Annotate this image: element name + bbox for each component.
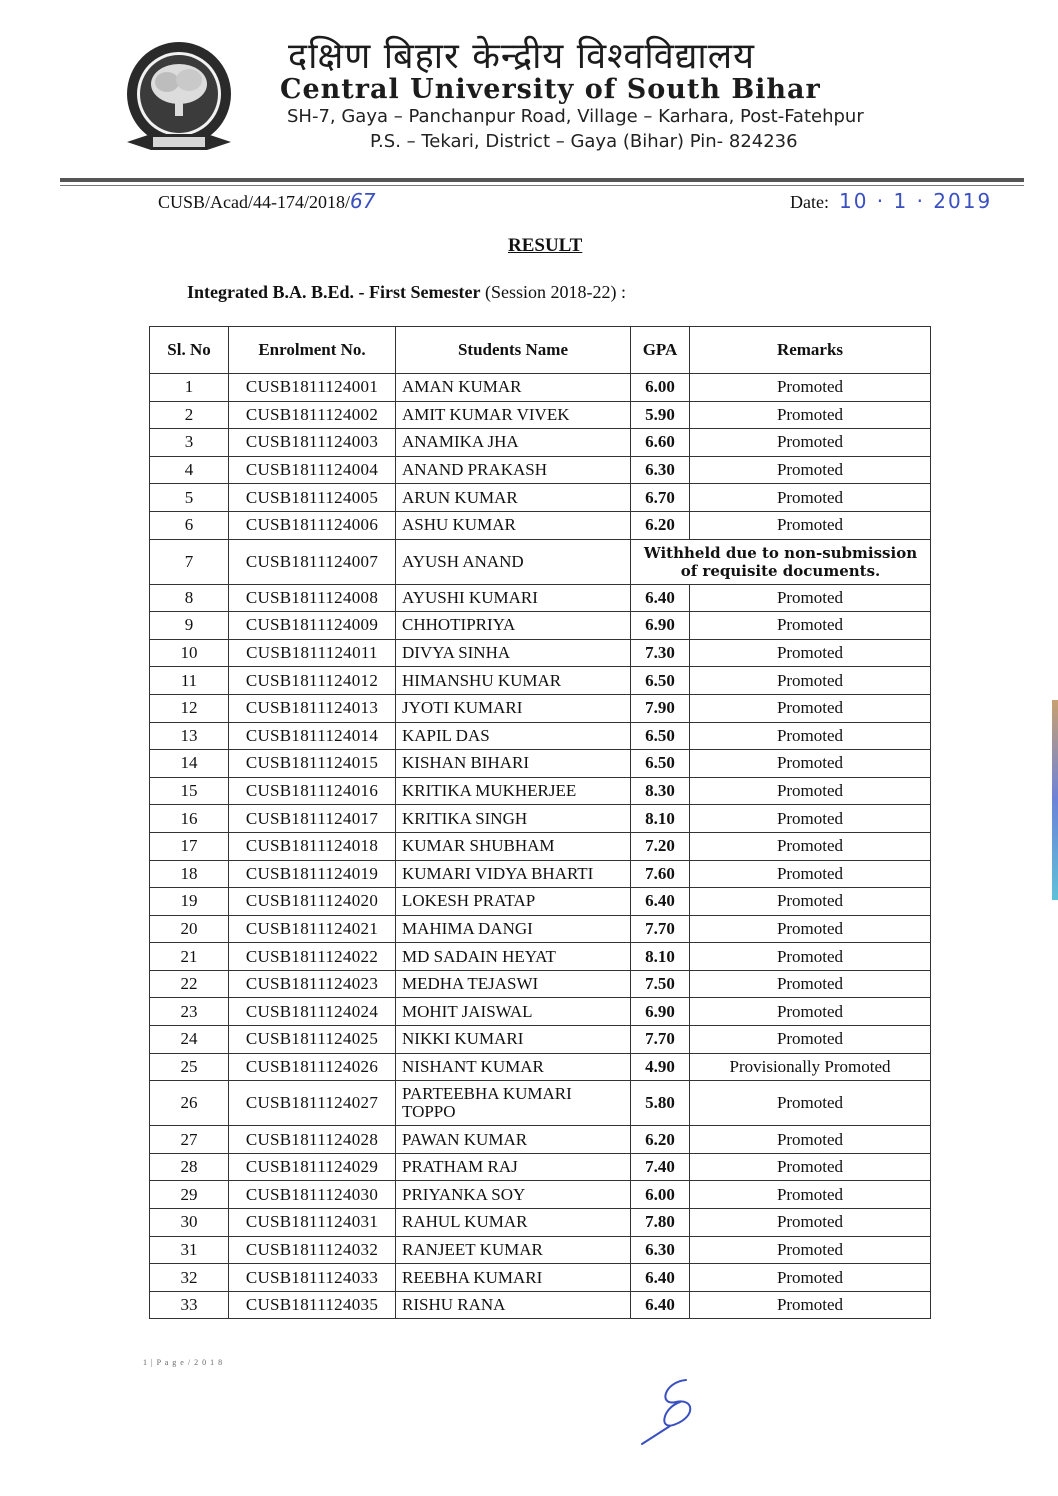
- cell-sl-no: 32: [150, 1264, 229, 1292]
- table-row: [150, 888, 931, 916]
- table-row: [150, 429, 931, 457]
- table-row: [150, 915, 931, 943]
- cell-sl-no: 18: [150, 860, 229, 888]
- cell-remarks: Promoted: [690, 1153, 931, 1181]
- table-row: [150, 1081, 931, 1126]
- cell-gpa: 6.40: [631, 1264, 690, 1292]
- table-row: [150, 1236, 931, 1264]
- cell-student-name: MAHIMA DANGI: [396, 915, 631, 943]
- table-row: [150, 750, 931, 778]
- cell-student-name: PRATHAM RAJ: [396, 1153, 631, 1181]
- cell-enrolment: CUSB1811124026: [229, 1053, 396, 1081]
- cell-remarks: Promoted: [690, 484, 931, 512]
- table-row: [150, 1181, 931, 1209]
- cell-enrolment: CUSB1811124011: [229, 639, 396, 667]
- cell-enrolment: CUSB1811124013: [229, 694, 396, 722]
- cell-sl-no: 17: [150, 832, 229, 860]
- reference-number: [158, 189, 375, 213]
- cell-remarks: Promoted: [690, 777, 931, 805]
- cell-enrolment: CUSB1811124008: [229, 584, 396, 612]
- cell-remarks: Promoted: [690, 612, 931, 640]
- cell-gpa: 5.80: [631, 1081, 690, 1126]
- course-heading: [187, 282, 626, 303]
- cell-student-name: AMIT KUMAR VIVEK: [396, 401, 631, 429]
- cell-sl-no: 31: [150, 1236, 229, 1264]
- cell-sl-no: 25: [150, 1053, 229, 1081]
- cell-gpa: 6.90: [631, 998, 690, 1026]
- cell-gpa: 7.90: [631, 694, 690, 722]
- cell-enrolment: CUSB1811124012: [229, 667, 396, 695]
- table-row: [150, 832, 931, 860]
- cell-sl-no: 5: [150, 484, 229, 512]
- cell-gpa: 8.30: [631, 777, 690, 805]
- cell-remarks: Promoted: [690, 722, 931, 750]
- result-table: [149, 326, 931, 1319]
- cell-enrolment: CUSB1811124004: [229, 456, 396, 484]
- table-row: [150, 1126, 931, 1154]
- reference-text: CUSB/Acad/44-174/2018/: [158, 192, 350, 212]
- cell-student-name: PAWAN KUMAR: [396, 1126, 631, 1154]
- cell-enrolment: CUSB1811124032: [229, 1236, 396, 1264]
- cell-withheld-note: Withheld due to non-submission of requisite documents.: [631, 539, 931, 584]
- table-row: [150, 511, 931, 539]
- cell-enrolment: CUSB1811124023: [229, 970, 396, 998]
- cell-student-name: RAHUL KUMAR: [396, 1209, 631, 1237]
- cell-enrolment: CUSB1811124030: [229, 1181, 396, 1209]
- cell-sl-no: 8: [150, 584, 229, 612]
- table-row: [150, 584, 931, 612]
- cell-remarks: Promoted: [690, 1264, 931, 1292]
- cell-sl-no: 2: [150, 401, 229, 429]
- header-divider-thin: [60, 185, 1024, 186]
- cell-enrolment: CUSB1811124021: [229, 915, 396, 943]
- cell-gpa: 6.20: [631, 511, 690, 539]
- cell-gpa: 6.50: [631, 750, 690, 778]
- header-sl-no: Sl. No: [150, 327, 229, 374]
- cell-enrolment: CUSB1811124018: [229, 832, 396, 860]
- cell-student-name: KRITIKA MUKHERJEE: [396, 777, 631, 805]
- cell-remarks: Promoted: [690, 1291, 931, 1319]
- table-row: [150, 1053, 931, 1081]
- cell-sl-no: 19: [150, 888, 229, 916]
- cell-sl-no: 14: [150, 750, 229, 778]
- cell-student-name: PARTEEBHA KUMARI TOPPO: [396, 1081, 631, 1126]
- course-name: Integrated B.A. B.Ed. - First Semester: [187, 282, 481, 302]
- cell-sl-no: 33: [150, 1291, 229, 1319]
- table-row: [150, 374, 931, 402]
- university-name-hindi: दक्षिण बिहार केन्द्रीय विश्वविद्यालय: [288, 36, 756, 77]
- cell-gpa: 7.70: [631, 915, 690, 943]
- cell-student-name: AYUSHI KUMARI: [396, 584, 631, 612]
- cell-remarks: Promoted: [690, 970, 931, 998]
- cell-sl-no: 1: [150, 374, 229, 402]
- issue-date: [790, 189, 992, 213]
- cell-sl-no: 16: [150, 805, 229, 833]
- cell-sl-no: 4: [150, 456, 229, 484]
- cell-sl-no: 22: [150, 970, 229, 998]
- date-label: Date:: [790, 192, 829, 212]
- cell-student-name: HIMANSHU KUMAR: [396, 667, 631, 695]
- cell-remarks: Promoted: [690, 943, 931, 971]
- cell-remarks: Provisionally Promoted: [690, 1053, 931, 1081]
- cell-gpa: 7.30: [631, 639, 690, 667]
- cell-remarks: Promoted: [690, 1181, 931, 1209]
- cell-sl-no: 13: [150, 722, 229, 750]
- university-name-english: Central University of South Bihar: [280, 74, 821, 105]
- cell-student-name: LOKESH PRATAP: [396, 888, 631, 916]
- table-row: [150, 860, 931, 888]
- table-row: [150, 1153, 931, 1181]
- cell-gpa: 7.70: [631, 1026, 690, 1054]
- cell-remarks: Promoted: [690, 888, 931, 916]
- table-header-row: [150, 327, 931, 374]
- cell-gpa: 7.40: [631, 1153, 690, 1181]
- cell-remarks: Promoted: [690, 1209, 931, 1237]
- cell-student-name: DIVYA SINHA: [396, 639, 631, 667]
- cell-enrolment: CUSB1811124007: [229, 539, 396, 584]
- cell-enrolment: CUSB1811124005: [229, 484, 396, 512]
- table-row: [150, 1209, 931, 1237]
- table-row: [150, 1026, 931, 1054]
- cell-enrolment: CUSB1811124024: [229, 998, 396, 1026]
- cell-gpa: 6.50: [631, 722, 690, 750]
- table-row: [150, 612, 931, 640]
- cell-gpa: 7.80: [631, 1209, 690, 1237]
- cell-student-name: AMAN KUMAR: [396, 374, 631, 402]
- cell-remarks: Promoted: [690, 667, 931, 695]
- cell-student-name: JYOTI KUMARI: [396, 694, 631, 722]
- cell-enrolment: CUSB1811124006: [229, 511, 396, 539]
- cell-remarks: Promoted: [690, 750, 931, 778]
- cell-enrolment: CUSB1811124002: [229, 401, 396, 429]
- cell-gpa: 8.10: [631, 805, 690, 833]
- table-body: [150, 374, 931, 1319]
- cell-remarks: Promoted: [690, 1026, 931, 1054]
- cell-enrolment: CUSB1811124031: [229, 1209, 396, 1237]
- header-divider: [60, 178, 1024, 182]
- cell-gpa: 6.70: [631, 484, 690, 512]
- cell-gpa: 6.20: [631, 1126, 690, 1154]
- table-row: [150, 401, 931, 429]
- table-row: [150, 1264, 931, 1292]
- page-title: RESULT: [508, 235, 583, 256]
- cell-sl-no: 11: [150, 667, 229, 695]
- cell-gpa: 6.30: [631, 456, 690, 484]
- reference-handwritten: 67: [350, 189, 376, 213]
- cell-sl-no: 29: [150, 1181, 229, 1209]
- cell-remarks: Promoted: [690, 429, 931, 457]
- cell-sl-no: 10: [150, 639, 229, 667]
- cell-remarks: Promoted: [690, 511, 931, 539]
- cell-sl-no: 9: [150, 612, 229, 640]
- cell-student-name: REEBHA KUMARI: [396, 1264, 631, 1292]
- cell-enrolment: CUSB1811124017: [229, 805, 396, 833]
- cell-gpa: 7.20: [631, 832, 690, 860]
- cell-sl-no: 21: [150, 943, 229, 971]
- cell-gpa: 4.90: [631, 1053, 690, 1081]
- cell-enrolment: CUSB1811124025: [229, 1026, 396, 1054]
- cell-sl-no: 20: [150, 915, 229, 943]
- cell-sl-no: 24: [150, 1026, 229, 1054]
- cell-sl-no: 15: [150, 777, 229, 805]
- header-remarks: Remarks: [690, 327, 931, 374]
- table-row: [150, 539, 931, 584]
- table-row: [150, 694, 931, 722]
- cell-sl-no: 30: [150, 1209, 229, 1237]
- table-row: [150, 1291, 931, 1319]
- cell-student-name: KUMARI VIDYA BHARTI: [396, 860, 631, 888]
- table-row: [150, 639, 931, 667]
- university-emblem-tree-icon: [123, 38, 235, 156]
- table-row: [150, 667, 931, 695]
- date-handwritten: 10 · 1 · 2019: [838, 189, 993, 213]
- cell-remarks: Promoted: [690, 456, 931, 484]
- cell-remarks: Promoted: [690, 694, 931, 722]
- cell-remarks: Promoted: [690, 1081, 931, 1126]
- cell-student-name: MEDHA TEJASWI: [396, 970, 631, 998]
- cell-remarks: Promoted: [690, 1126, 931, 1154]
- cell-enrolment: CUSB1811124035: [229, 1291, 396, 1319]
- cell-enrolment: CUSB1811124015: [229, 750, 396, 778]
- cell-gpa: 5.90: [631, 401, 690, 429]
- page-marker: 1 | P a g e / 2 0 1 8: [143, 1358, 224, 1367]
- cell-student-name: ANAND PRAKASH: [396, 456, 631, 484]
- cell-student-name: ARUN KUMAR: [396, 484, 631, 512]
- cell-gpa: 6.40: [631, 1291, 690, 1319]
- cell-student-name: KRITIKA SINGH: [396, 805, 631, 833]
- cell-remarks: Promoted: [690, 805, 931, 833]
- cell-student-name: MD SADAIN HEYAT: [396, 943, 631, 971]
- cell-gpa: 6.90: [631, 612, 690, 640]
- cell-enrolment: CUSB1811124003: [229, 429, 396, 457]
- cell-enrolment: CUSB1811124016: [229, 777, 396, 805]
- cell-gpa: 6.00: [631, 374, 690, 402]
- table-row: [150, 998, 931, 1026]
- cell-enrolment: CUSB1811124014: [229, 722, 396, 750]
- cell-student-name: KISHAN BIHARI: [396, 750, 631, 778]
- table-row: [150, 777, 931, 805]
- table-row: [150, 484, 931, 512]
- cell-gpa: 6.40: [631, 584, 690, 612]
- cell-enrolment: CUSB1811124029: [229, 1153, 396, 1181]
- cell-remarks: Promoted: [690, 998, 931, 1026]
- cell-sl-no: 27: [150, 1126, 229, 1154]
- table-row: [150, 722, 931, 750]
- cell-enrolment: CUSB1811124022: [229, 943, 396, 971]
- cell-student-name: MOHIT JAISWAL: [396, 998, 631, 1026]
- cell-enrolment: CUSB1811124009: [229, 612, 396, 640]
- cell-sl-no: 7: [150, 539, 229, 584]
- address-line-2: P.S. – Tekari, District – Gaya (Bihar) Pin- 824236: [370, 131, 798, 152]
- cell-student-name: CHHOTIPRIYA: [396, 612, 631, 640]
- cell-gpa: 6.60: [631, 429, 690, 457]
- cell-student-name: NIKKI KUMARI: [396, 1026, 631, 1054]
- letterhead: [0, 0, 1058, 180]
- scan-edge-mark: [1052, 700, 1058, 900]
- header-student-name: Students Name: [396, 327, 631, 374]
- cell-sl-no: 6: [150, 511, 229, 539]
- cell-enrolment: CUSB1811124020: [229, 888, 396, 916]
- cell-enrolment: CUSB1811124019: [229, 860, 396, 888]
- cell-student-name: NISHANT KUMAR: [396, 1053, 631, 1081]
- header-enrolment: Enrolment No.: [229, 327, 396, 374]
- table-row: [150, 456, 931, 484]
- cell-sl-no: 26: [150, 1081, 229, 1126]
- cell-enrolment: CUSB1811124027: [229, 1081, 396, 1126]
- cell-remarks: Promoted: [690, 1236, 931, 1264]
- address-line-1: SH-7, Gaya – Panchanpur Road, Village – Karhara, Post-Fatehpur: [287, 106, 864, 127]
- cell-gpa: 6.00: [631, 1181, 690, 1209]
- handwritten-signature-icon: [636, 1372, 706, 1447]
- cell-remarks: Promoted: [690, 374, 931, 402]
- cell-remarks: Promoted: [690, 584, 931, 612]
- cell-student-name: RISHU RANA: [396, 1291, 631, 1319]
- cell-remarks: Promoted: [690, 401, 931, 429]
- course-session: (Session 2018-22) :: [484, 282, 626, 302]
- cell-gpa: 7.60: [631, 860, 690, 888]
- cell-student-name: ANAMIKA JHA: [396, 429, 631, 457]
- cell-gpa: 6.50: [631, 667, 690, 695]
- cell-remarks: Promoted: [690, 860, 931, 888]
- cell-gpa: 8.10: [631, 943, 690, 971]
- cell-sl-no: 23: [150, 998, 229, 1026]
- cell-sl-no: 3: [150, 429, 229, 457]
- header-gpa: GPA: [631, 327, 690, 374]
- table-row: [150, 943, 931, 971]
- cell-enrolment: CUSB1811124033: [229, 1264, 396, 1292]
- table-row: [150, 805, 931, 833]
- cell-enrolment: CUSB1811124028: [229, 1126, 396, 1154]
- cell-gpa: 7.50: [631, 970, 690, 998]
- cell-student-name: KUMAR SHUBHAM: [396, 832, 631, 860]
- cell-remarks: Promoted: [690, 639, 931, 667]
- cell-student-name: PRIYANKA SOY: [396, 1181, 631, 1209]
- cell-remarks: Promoted: [690, 915, 931, 943]
- cell-gpa: 6.30: [631, 1236, 690, 1264]
- cell-student-name: RANJEET KUMAR: [396, 1236, 631, 1264]
- cell-enrolment: CUSB1811124001: [229, 374, 396, 402]
- table-row: [150, 970, 931, 998]
- cell-sl-no: 12: [150, 694, 229, 722]
- cell-remarks: Promoted: [690, 832, 931, 860]
- cell-gpa: 6.40: [631, 888, 690, 916]
- cell-student-name: KAPIL DAS: [396, 722, 631, 750]
- cell-sl-no: 28: [150, 1153, 229, 1181]
- cell-student-name: ASHU KUMAR: [396, 511, 631, 539]
- cell-student-name: AYUSH ANAND: [396, 539, 631, 584]
